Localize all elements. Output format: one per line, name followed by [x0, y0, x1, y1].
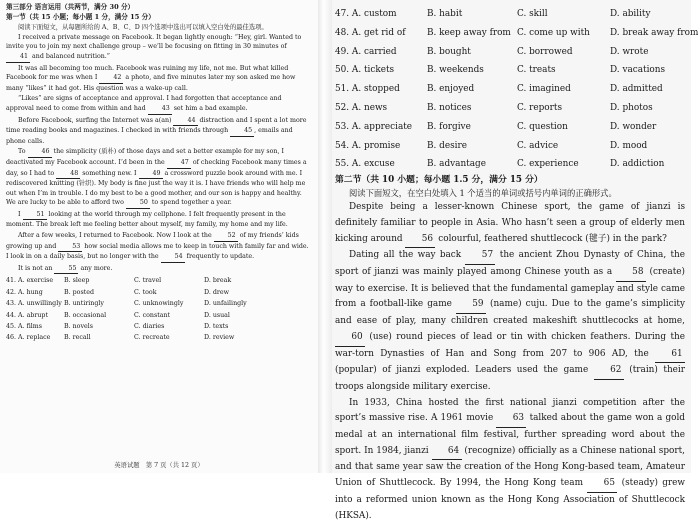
option-choice: B. desire — [427, 140, 467, 151]
passage-left — [6, 33, 310, 275]
passage-paragraph: To 46 the simplicity (质朴) of those days and set a better example for my son, I deactivated my Facebook account. I’d been in the 47 of checking Facebook many times a day, so I had to 48 something new. I 49 a crossword puzzle book around with me. I rediscovered knitting (针织). My body is fine just the way it is. I have friends who will help me out when I’m in trouble. I do my best to be a good mother, and our son is happy and healthy. We are lucky to be able to afford two 50 to spend together a year. — [6, 147, 310, 209]
passage-paragraph: “Likes” are signs of acceptance and approval. I had forgotten that acceptance and approval need to come from within and had 43 set him a bad example. — [6, 94, 310, 114]
option-choice: D. drew — [204, 288, 229, 296]
blank-62: 62 — [594, 363, 624, 380]
option-choice: D. usual — [204, 311, 230, 319]
option-choice: 52. A. news — [335, 102, 388, 113]
option-choice: 48. A. get rid of — [335, 27, 406, 38]
passage-right — [335, 200, 685, 524]
blank-56: 56 — [405, 232, 435, 249]
blank-65: 65 — [587, 476, 617, 493]
option-row — [335, 43, 685, 62]
passage-paragraph: In 1933, China hosted the first national jianzi competition after the sport’s massive rise. A 1961 movie 63 talked about the game won a gold medal at an international film festival, further spreading word about the sport. In 1984, jianzi 64 (recognize) officially as a Chinese national sport, and that same year saw the creation of the Hong Kong-based team, Amateur Union of Shuttlecock. By 1994, the Hong Kong team 65 (steady) grew into a reformed union known as the Hong Kong Association of Shuttlecock (HKSA). — [335, 397, 685, 521]
section2-heading: 第二节（共 10 小题；每小题 1.5 分，满分 15 分） — [335, 175, 543, 186]
option-choice: 55. A. excuse — [335, 159, 395, 170]
option-row — [335, 80, 685, 99]
option-choice: B. forgive — [427, 121, 471, 132]
option-choice: C. advice — [517, 140, 559, 151]
blank-57: 57 — [465, 248, 495, 265]
passage-paragraph: I received a private message on Facebook. It began lightly enough: “Hey, girl. Wanted to invite you to join my next challenge group – we’ll be focusing on fitting in 30 minutes of 41 and balanced nutrition.” — [6, 33, 310, 63]
option-choice: C. borrowed — [517, 46, 573, 57]
option-choice: C. recreate — [134, 334, 170, 342]
option-choice: B. novels — [64, 323, 94, 330]
options-left — [6, 275, 310, 343]
option-choice: B. keep away from — [427, 27, 511, 38]
option-choice: D. mood — [610, 140, 648, 151]
option-choice: B. weekends — [427, 65, 484, 76]
section2-instruction: 阅读下面短文，在空白处填入 1 个适当的单词或括号内单词的正确形式。 — [349, 188, 617, 199]
option-row — [335, 137, 685, 156]
blank-45: 45 — [230, 126, 254, 137]
option-row — [6, 332, 310, 343]
option-choice: 54. A. promise — [335, 140, 401, 151]
option-choice: B. bought — [427, 46, 471, 57]
option-row — [6, 287, 310, 298]
passage-paragraph: It was all becoming too much. Facebook was ruining my life, not me. But what killed Facebook for me was when I 42 a photo, and five minutes later my son asked me how many “likes” it had got. His question was a wake-up call. — [6, 64, 296, 92]
option-choice: D. wonder — [610, 121, 657, 132]
option-choice: C. unknowingly — [134, 300, 184, 308]
blank-46: 46 — [28, 147, 52, 158]
blank-42: 42 — [99, 73, 123, 84]
blank-64: 64 — [432, 444, 462, 461]
blank-50: 50 — [126, 198, 150, 209]
option-row — [335, 118, 685, 137]
option-choice: 53. A. appreciate — [335, 121, 413, 132]
blank-58: 58 — [616, 265, 646, 282]
option-choice: C. come up with — [517, 27, 590, 38]
blank-48: 48 — [56, 169, 80, 180]
option-choice: B. occasional — [64, 311, 107, 319]
option-row — [335, 99, 685, 118]
option-choice: C. took — [134, 288, 157, 296]
option-choice: D. photos — [610, 102, 653, 113]
option-choice: 49. A. carried — [335, 46, 397, 57]
right-page — [332, 0, 698, 521]
option-choice: B. posted — [64, 288, 94, 296]
option-choice: C. skill — [517, 9, 548, 19]
option-choice: C. treats — [517, 65, 556, 76]
page-footer: 英语试题 第 7 页（共 12 页） — [114, 462, 204, 470]
option-choice: 43. A. unwillingly — [6, 300, 62, 308]
option-choice: D. vacations — [610, 65, 666, 76]
option-choice: D. unfailingly — [204, 300, 247, 308]
option-row — [335, 5, 685, 24]
option-choice: D. break — [204, 277, 232, 285]
blank-61: 61 — [655, 347, 685, 364]
option-choice: C. imagined — [517, 84, 571, 95]
option-choice: 41. A. exercise — [6, 277, 54, 285]
option-choice: B. advantage — [427, 159, 486, 170]
option-choice: D. admitted — [610, 84, 663, 95]
blank-43: 43 — [148, 104, 172, 115]
option-choice: B. habit — [427, 9, 463, 19]
blank-41: 41 — [6, 52, 30, 63]
blank-54: 54 — [161, 252, 185, 263]
option-choice: C. constant — [134, 311, 171, 319]
section1-heading: 第一节（共 15 小题；每小题 1 分，满分 15 分） — [6, 12, 155, 21]
option-choice: D. break away from — [610, 27, 698, 38]
option-choice: B. notices — [427, 102, 472, 113]
part-heading: 第三部分 语言运用（共两节，满分 30 分） — [6, 3, 135, 11]
option-choice: 46. A. replace — [6, 334, 51, 342]
page-gutter — [318, 0, 332, 473]
option-choice: B. sleep — [64, 277, 90, 285]
option-row — [335, 155, 685, 174]
option-choice: B. enjoyed — [427, 84, 475, 95]
option-row — [335, 24, 698, 43]
option-choice: 44. A. abrupt — [6, 311, 48, 319]
option-choice: D. review — [204, 334, 235, 342]
passage-paragraph: I 51 looking at the world through my cellphone. I felt frequently present in the moment. The break left me feeling better about myself, my family, my home and my life. — [6, 210, 288, 229]
option-choice: 47. A. custom — [335, 9, 397, 19]
blank-52: 52 — [214, 231, 238, 242]
blank-55: 55 — [54, 264, 78, 275]
option-choice: D. wrote — [610, 46, 649, 57]
option-choice: 45. A. films — [6, 323, 42, 330]
blank-53: 53 — [58, 242, 82, 253]
options-right — [335, 5, 698, 174]
blank-49: 49 — [139, 169, 163, 180]
section1-instruction: 阅读下面短文，从每题所给的 A、B、C、D 四个选项中选出可以填入空白处的最佳选项。 — [18, 24, 268, 32]
blank-60: 60 — [335, 330, 365, 347]
option-row — [6, 321, 310, 332]
option-choice: 50. A. tickets — [335, 65, 395, 76]
option-row — [6, 310, 310, 321]
passage-paragraph: After a few weeks, I returned to Facebook. Now I look at the 52 of my friends’ kids growing up and 53 how social media allows me to keep in touch with family far and wide. I look in on a daily basis, but no longer with the 54 frequently to update. — [6, 231, 310, 263]
option-choice: C. experience — [517, 159, 579, 170]
option-row — [335, 61, 685, 80]
passage-paragraph: It is not an 55 any more. — [6, 264, 310, 275]
passage-paragraph: Before Facebook, surfing the Internet was a(an) 44 distraction and I spent a lot more time reading books and magazines. I checked in with friends through 45 , emails and phone calls. — [6, 116, 307, 145]
option-choice: C. reports — [517, 102, 562, 113]
option-choice: C. question — [517, 121, 568, 132]
option-choice: B. untiringly — [64, 300, 104, 308]
option-row — [6, 275, 310, 286]
passage-paragraph: Dating all the way back 57 the ancient Zhou Dynasty of China, the sport of jianzi was mainly played among Chinese youth as a 58 (create) way to exercise. It is believed that the fundamental gameplay and style came from a football-like game 59 (name) cuju. Due to the game’s simplicity and ease of play, many children created makeshift shuttlecocks at home, 60 (use) round pieces of lead or tin with chicken feathers. During the war-torn Dynasties of Han and Song from 207 to 906 AD, the 61 (popular) of jianzi exploded. Leaders used the game 62 (train) their troops alongside military exercise. — [335, 250, 685, 392]
blank-59: 59 — [456, 297, 486, 314]
blank-44: 44 — [173, 116, 197, 127]
option-choice: D. ability — [610, 9, 651, 19]
blank-47: 47 — [167, 158, 191, 169]
option-row — [6, 298, 310, 309]
left-page — [0, 0, 318, 473]
blank-63: 63 — [496, 411, 526, 428]
option-choice: 51. A. stopped — [335, 84, 400, 95]
option-choice: D. texts — [204, 323, 229, 330]
passage-paragraph: Despite being a lesser-known Chinese sport, the game of jianzi is definitely familiar to people in Asia. Who hasn’t seen a group of elderly men kicking around 56 colourful, feathered shuttlecock (毽子) in the park? — [335, 200, 685, 248]
option-choice: B. recall — [64, 334, 91, 342]
option-choice: 42. A. hung — [6, 288, 43, 296]
option-choice: C. travel — [134, 277, 162, 285]
option-choice: D. addiction — [610, 159, 665, 170]
option-choice: C. diaries — [134, 323, 165, 330]
blank-51: 51 — [23, 210, 47, 221]
